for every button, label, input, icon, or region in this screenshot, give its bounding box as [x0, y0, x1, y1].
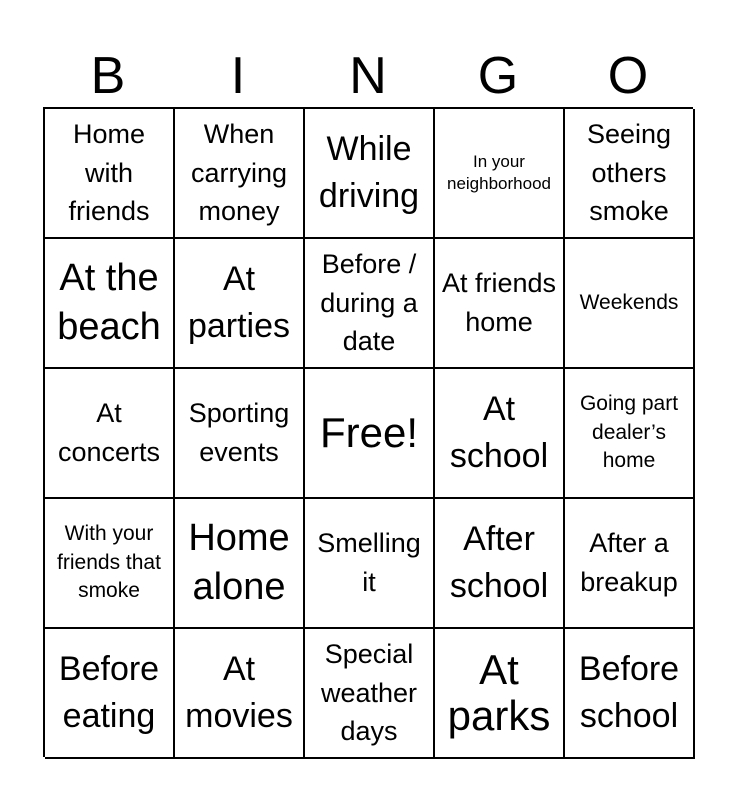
- bingo-cell[interactable]: [435, 629, 565, 759]
- bingo-header: [43, 44, 693, 108]
- cell-label: At parties: [187, 260, 291, 345]
- bingo-cell[interactable]: [45, 109, 175, 239]
- bingo-cell[interactable]: [565, 499, 695, 629]
- cell-label: At school: [449, 390, 549, 475]
- free-space-cell[interactable]: [305, 369, 435, 499]
- cell-label: At concerts: [57, 398, 161, 467]
- cell-label: At movies: [185, 650, 293, 735]
- bingo-cell[interactable]: [305, 109, 435, 239]
- header-letter-i: I: [230, 47, 246, 105]
- bingo-cell[interactable]: [175, 369, 305, 499]
- cell-label: Smelling it: [317, 528, 421, 597]
- bingo-cell[interactable]: [435, 239, 565, 369]
- bingo-cell[interactable]: [565, 629, 695, 759]
- header-letter-n: N: [349, 47, 387, 105]
- bingo-cell[interactable]: [435, 369, 565, 499]
- cell-label: At the beach: [57, 257, 161, 348]
- bingo-cell[interactable]: [305, 629, 435, 759]
- cell-label: At friends home: [441, 268, 557, 337]
- cell-label: Before eating: [58, 650, 160, 735]
- cell-label: Weekends: [579, 290, 679, 314]
- header-letter-b: B: [90, 47, 126, 105]
- cell-label: Seeing others smoke: [586, 119, 672, 227]
- bingo-cell[interactable]: [175, 629, 305, 759]
- cell-label: With your friends that smoke: [57, 522, 161, 603]
- bingo-cell[interactable]: [565, 369, 695, 499]
- bingo-cell[interactable]: [175, 239, 305, 369]
- cell-label: Sporting events: [188, 398, 290, 467]
- cell-label: Before school: [578, 650, 680, 735]
- cell-label: When carrying money: [190, 119, 288, 227]
- free-space-label: Free!: [319, 408, 419, 456]
- bingo-cell[interactable]: [305, 239, 435, 369]
- cell-label: While driving: [318, 130, 420, 215]
- cell-label: At parks: [447, 645, 551, 739]
- bingo-card-grid: [43, 107, 693, 757]
- bingo-cell[interactable]: [565, 239, 695, 369]
- bingo-cell[interactable]: [435, 499, 565, 629]
- bingo-cell[interactable]: [435, 109, 565, 239]
- cell-label: Home alone: [188, 517, 290, 608]
- bingo-cell[interactable]: [305, 499, 435, 629]
- header-letter-g: G: [477, 47, 519, 105]
- cell-label: Special weather days: [320, 639, 418, 747]
- bingo-cell[interactable]: [175, 109, 305, 239]
- cell-label: Going part dealer’s home: [579, 392, 679, 473]
- bingo-cell[interactable]: [45, 239, 175, 369]
- cell-label: Home with friends: [68, 119, 150, 227]
- cell-label: In your neighborhood: [447, 151, 551, 193]
- bingo-cell[interactable]: [45, 499, 175, 629]
- bingo-cell[interactable]: [565, 109, 695, 239]
- cell-label: After school: [449, 520, 549, 605]
- cell-label: After a breakup: [580, 528, 678, 597]
- cell-label: Before / during a date: [320, 249, 418, 357]
- header-letter-o: O: [607, 47, 649, 105]
- bingo-cell[interactable]: [45, 629, 175, 759]
- bingo-cell[interactable]: [45, 369, 175, 499]
- bingo-cell[interactable]: [175, 499, 305, 629]
